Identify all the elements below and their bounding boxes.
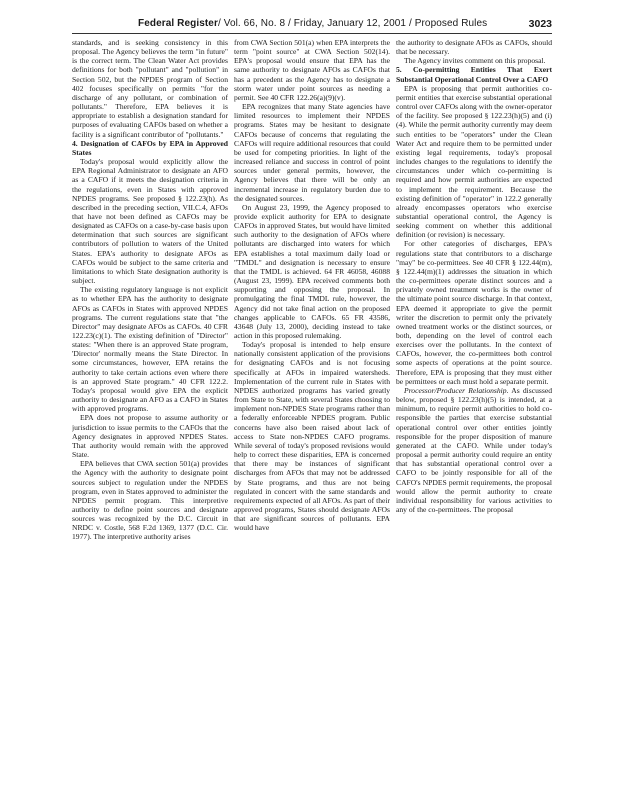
- paragraph: The existing regulatory language is not explicit as to whether EPA has the authority to designate AFOs as CAFOs in States with approved NPDES programs. The current regulations state that "the Director" may designate AFOs as CAFOs. 40 CFR 122.23(c)(1). The existing definition of "Director" states: "When there is an approved State program, 'Director' normally means the State Director. In some circumstances, however, EPA retains the authority to take certain actions even where there is an approved State program." 40 CFR 122.2. Today's proposal would give EPA the explicit authority to designate an AFO as a CAFO in States with approved programs.: [72, 285, 228, 414]
- journal-title: Federal Register: [138, 18, 218, 29]
- paragraph: Today's proposal is intended to help ensure nationally consistent application of the provisions for designating CAFOs and is not focusing specifically at AFOs in impaired watersheds. Implementation of the current rule in States with NPDES authorized programs has varied greatly from State to State, with several States choosing to implement non-NPDES State programs rather than a federally enforceable NPDES program. Public concerns have also been raised about lack of access to State non-NPDES CAFO programs. While several of today's proposed revisions would help to correct these disparities, EPA is concerned that there may be instances of significant discharges from AFOs that may not be addressed by State programs, and thus are not being regulated in concert with the same standards and requirements expected of all AFOs. As part of their approved programs, States should designate AFOs that are significant sources of pollutants. EPA would have: [234, 340, 390, 533]
- paragraph-text: As discussed below, proposed § 122.23(h)(5) is intended, at a minimum, to require permit authorities to hold co-responsible the parties that exercise substantial operational control over other entities jointly responsible for the proper disposition of manure generated at the CAFO. While under today's proposal a permit authority could require an entity that has substantial operational control over a CAFO to be jointly responsible for all of the CAFO's NPDES permit requirements, the proposal would allow the permit authority to create individual responsibility for various activities to any of the co-permittees. The proposal: [396, 385, 552, 514]
- paragraph: [396, 386, 552, 514]
- paragraph: For other categories of discharges, EPA's regulations state that contributors to a discharge "may" be co-permittees. See 40 CFR § 122.44(m), § 122.44(m)(1) addresses the situation in which the co-permittees operate distinct sources and a privately owned treatment works is the owner of the ultimate point source discharge. In that context, EPA deemed it appropriate to give the permit writer the discretion to permit only the privately owned treatment works or the distinct sources, or both, depending on the level of control each exercises over the pollutants. In the context of CAFOs, however, the co-permittees both control some aspects of operations at the point source. Therefore, EPA is proposing that they must either be permittees or each must hold a separate permit.: [396, 239, 552, 386]
- column-2: [234, 38, 390, 790]
- paragraph: Today's proposal would explicitly allow the EPA Regional Administrator to designate an AFO as a CAFO if it meets the designation criteria in the regulations, even in States with approved NPDES programs. See proposed § 122.23(h). As described in the preceding section, VII.C.4, AFOs that have not been defined as CAFOs may be designated as CAFOs on a case-by-case basis upon determination that such sources are significant contributors of pollution to waters of the United States. EPA's authority to designate AFOs as CAFOs would be subject to the same criteria and limitations to which State designation authority is subject.: [72, 157, 228, 286]
- paragraph: the authority to designate AFOs as CAFOs, should that be necessary.: [396, 38, 552, 57]
- paragraph: On August 23, 1999, the Agency proposed to provide explicit authority for EPA to designate CAFOs in approved States, but would have limited such authority to the designation of AFOs where pollutants are discharged into waters for which EPA establishes a total maximum daily load or "TMDL" and designation is necessary to ensure that the TMDL is achieved. 64 FR 46058, 46088 (August 23, 1999). EPA received comments both supporting and opposing the proposal. In promulgating the final TMDL rule, however, the Agency did not take final action on the proposed changes applicable to CAFOs. 65 FR 43586, 43648 (July 13, 2000), deciding instead to take action in this proposed rulemaking.: [234, 202, 390, 340]
- page-header: [72, 18, 552, 32]
- column-1: [72, 38, 228, 790]
- paragraph: from CWA Section 501(a) when EPA interprets the term "point source" at CWA Section 502(14). EPA's proposal would ensure that EPA has the same authority to designate AFOs as CAFOs that has a precedent as the Agency has to designate a storm water under point sources as needing a permit. See 40 CFR 122.26(a)(9)(v).: [234, 38, 390, 102]
- text-columns: [72, 38, 552, 790]
- section-heading: 5. Co-permitting Entities That Exert Substantial Operational Control Over a CAFO: [396, 65, 552, 84]
- subsection-heading: Processor/Producer Relationship.: [404, 385, 509, 395]
- paragraph: EPA does not propose to assume authority or jurisdiction to issue permits to the CAFOs that the Agency designates in approved NPDES States. That authority would remain with the approved State.: [72, 413, 228, 460]
- header-rule: [72, 33, 552, 34]
- section-heading: 4. Designation of CAFOs by EPA in Approved States: [72, 138, 228, 157]
- running-head: [138, 18, 487, 29]
- column-3: [396, 38, 552, 790]
- paragraph: EPA recognizes that many State agencies have limited resources to implement their NPDES programs. States may be hesitant to designate CAFOs because of concerns that regulating the CAFOs will require additional resources that could be used for competing priorities. In light of the increased reliance and success in control of point sources under general permits, however, the Agency believes that there will be only an incremental increase in regulatory burden due to the designated sources.: [234, 102, 390, 203]
- paragraph: EPA believes that CWA section 501(a) provides the Agency with the authority to designate point sources subject to regulation under the NPDES program, even in States approved to administer the NPDES permit program. This interpretive authority to define point sources and designate sources was recognized by the D.C. Circuit in NRDC v. Costle, 568 F.2d 1369, 1377 (D.C. Cir. 1977). The interpretive authority arises: [72, 459, 228, 542]
- page-number: 3023: [528, 18, 552, 30]
- paragraph: standards, and is seeking consistency in this proposal. The Agency believes the term "in future" is the correct term. The Clean Water Act provides definitions for both "pollutant" and "pollution" in Section 502, but the NPDES program of Section 402 focuses specifically on permits "for the discharge of any pollutant, or combination of pollutants." Therefore, EPA believes it is appropriate to establish a designation standard for purposes of evaluating CAFOs based on whether a facility is a significant contributor of "pollutants.": [72, 38, 228, 139]
- issue-info: / Vol. 66, No. 8 / Friday, January 12, 2001 / Proposed Rules: [217, 18, 488, 29]
- paragraph: The Agency invites comment on this proposal.: [404, 56, 546, 66]
- paragraph: EPA is proposing that permit authorities co-permit entities that exercise substantial operational control over CAFOs along with the owner-operator of the facility. See proposed § 122.23(h)(5) and (i)(4). While the permit authority currently may deem such entities to be "operators" under the Clean Water Act and require them to be permitted under existing legal requirements, today's proposal includes changes to the regulations to identify the circumstances under which co-permitting is required and how permit authorities are expected to implement the requirement. Because the existing definition of "operator" in 122.2 generally already encompasses operators who exercise substantial operational control, the Agency is seeking comment on whether this additional definition (or revision) is necessary.: [396, 83, 552, 240]
